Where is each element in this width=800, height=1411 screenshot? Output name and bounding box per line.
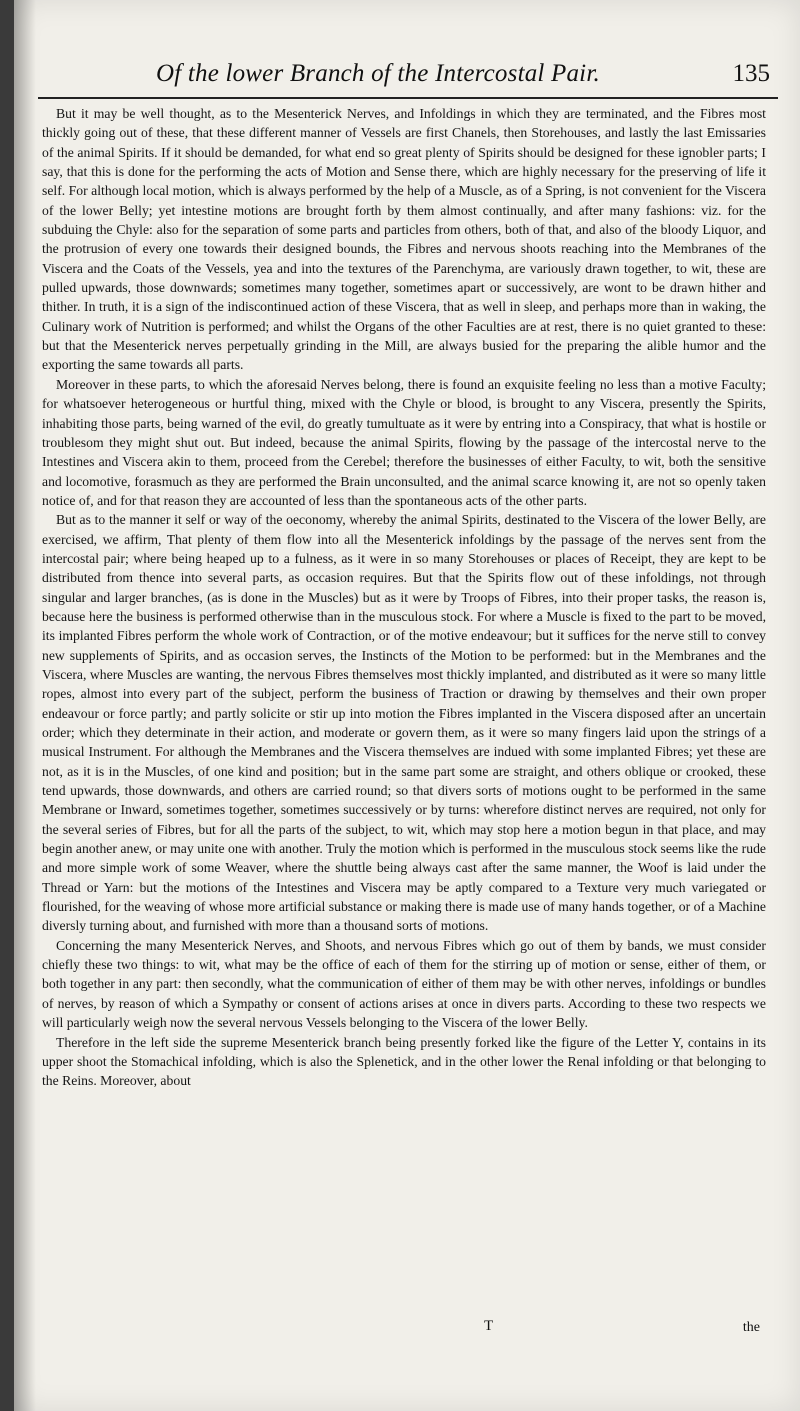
book-page (14, 0, 800, 1411)
paragraph: But it may be well thought, as to the Mesenterick Nerves, and Infoldings in which they are terminated, and the Fibres most thickly going out of these, that these different manner of Vessels are first Chanels, then Storehouses, and lastly the last Emissaries of the animal Spirits. If it should be demanded, for what end so great plenty of Spirits should be designed for these ignobler parts; I say, that this is done for the performing the acts of Motion and Sense there, which are highly necessary for the preserving of life it self. For although local motion, which is always performed by the help of a Muscle, as of a Spring, is not convenient for the Viscera of the lower Belly; yet intestine motions are brought forth by them almost continually, and after many fashions: viz. for the subduing the Chyle: also for the separation of some parts and particles from others, both of that, and also of the bloody Liquor, and the protrusion of every one towards their designed bounds, the Fibres and nervous shoots reaching into the Membranes of the Viscera and the Coats of the Vessels, yea and into the textures of the Parenchyma, are variously drawn together, to wit, these are pulled upwards, those downwards; sometimes many together, sometimes apart or successively, are wont to be drawn hither and thither. In truth, it is a sign of the indiscontinued action of these Viscera, that as well in sleep, and perhaps more than in waking, the Culinary work of Nutrition is performed; and whilst the Organs of the other Faculties are at rest, there is no quiet granted to these: but that the Mesenterick nerves perpetually grinding in the Mill, are always busied for the preparing the alible humor and the exporting the same towards all parts. (42, 106, 766, 373)
gutter-shadow (14, 0, 36, 1411)
running-title: Of the lower Branch of the Intercostal Pair. (156, 60, 600, 87)
catchword: the (742, 1320, 760, 1335)
signature-mark: T (484, 1318, 494, 1334)
paragraph: Moreover in these parts, to which the aforesaid Nerves belong, there is found an exquisite feeling no less than a motive Faculty; for whatsoever heterogeneous or hurtful thing, mixed with the Chyle or blood, is brought to any Viscera, presently the Spirits, inhabiting those parts, being warned of the evil, do greatly tumultuate as it were by entring into a Conspiracy, that what is hostile or troublesom they might shut out. But indeed, because the animal Spirits, flowing by the passage of the intercostal nerve to the Intestines and Viscera akin to them, proceed from the Cerebel; therefore the businesses of either Faculty, to wit, both the sensitive and locomotive, forasmuch as they are performed the Brain unconsulted, and the animal scarce knowing it, are not so openly taken notice of, and for that reason they are accounted of less than the spontaneous acts of the other parts. (42, 376, 766, 508)
header-rule (38, 97, 778, 99)
paragraph: Concerning the many Mesenterick Nerves, and Shoots, and nervous Fibres which go out of them by bands, we must consider chiefly these two things: to wit, what may be the office of each of them for the stirring up of motion or sense, either of them, or both together in any part: then secondly, what the communication of either of them may be with other nerves, infoldings or bundles of nerves, by reason of which a Sympathy or consent of actions arises at once in divers parts. According to these two respects we will particularly weigh now the several nervous Vessels belonging to the Viscera of the lower Belly. (42, 937, 766, 1031)
page-header (34, 60, 770, 94)
paragraph: But as to the manner it self or way of the oeconomy, whereby the animal Spirits, destinated to the Viscera of the lower Belly, are exercised, we affirm, That plenty of them flow into all the Mesenterick infoldings by the passage of the nerves sent from the intercostal pair; where being heaped up to a fulness, as it were in so many Storehouses or places of Receipt, they are kept to be distributed from thence into several parts, as occasion requires. But that the Spirits flow out of these infoldings, not through singular and larger branches, (as is done in the Muscles) but as it were by Troops of Fibres, into their proper tasks, the reason is, because here the business is performed otherwise than in the musculous stock. For where a Muscle is fixed to the part to be moved, its implanted Fibres perform the whole work of Contraction, or of the motive endeavour; but it suffices for the nerve still to convey new supplements of Spirits, and as occasion serves, the Instincts of the Motion to be performed: but in the Membranes and the Viscera, where Muscles are wanting, the nervous Fibres themselves most thickly implanted, and distributed as it were so many little ropes, almost into every part of the subject, perform the business of Traction or drawing by themselves and their own proper endeavour or force partly; and partly solicite or stir up into motion the Fibres implanted in the Viscera disposed after an uncertain order; which they determinate in their action, and moderate or govern them, as it were so many fingers laid upon the strings of a musical Instrument. For although the Membranes and the Viscera themselves are indued with some implanted Fibres; yet these are not, as it is in the Muscles, of one kind and position; but in the same part some are straight, and others oblique or crooked, these tend upwards, those downwards, and others are carried round; so that divers sorts of motions ought to be performed in the same Membrane or Inward, sometimes together, sometimes successively or by turns: wherefore distinct nerves are required, not only for the several series of Fibres, but for all the parts of the subject, to wit, which may stop here a motion begun in that place, and may begin another anew, or may unite one with another. Truly the motion which is performed in the musculous stock seems like the rude and more simple work of some Weaver, where the shuttle being always cast after the same manner, the Woof is laid under the Thread or Yarn: but the motions of the Intestines and Viscera may be aptly compared to a Texture very much variegated or flourished, for the weaving of whose more artificial substance or making there is made use of many hands together, or of a Machine diversly turning about, and furnished with more than a thousand sorts of motions. (42, 512, 766, 934)
page-number: 135 (732, 60, 770, 87)
body-text (42, 104, 766, 1371)
paragraph: Therefore in the left side the supreme Mesenterick branch being presently forked like the figure of the Letter Y, contains in its upper shoot the Stomachical infolding, which is also the Splenetick, and in the other lower the Renal infolding or that belonging to the Reins. Moreover, about (42, 1034, 766, 1089)
